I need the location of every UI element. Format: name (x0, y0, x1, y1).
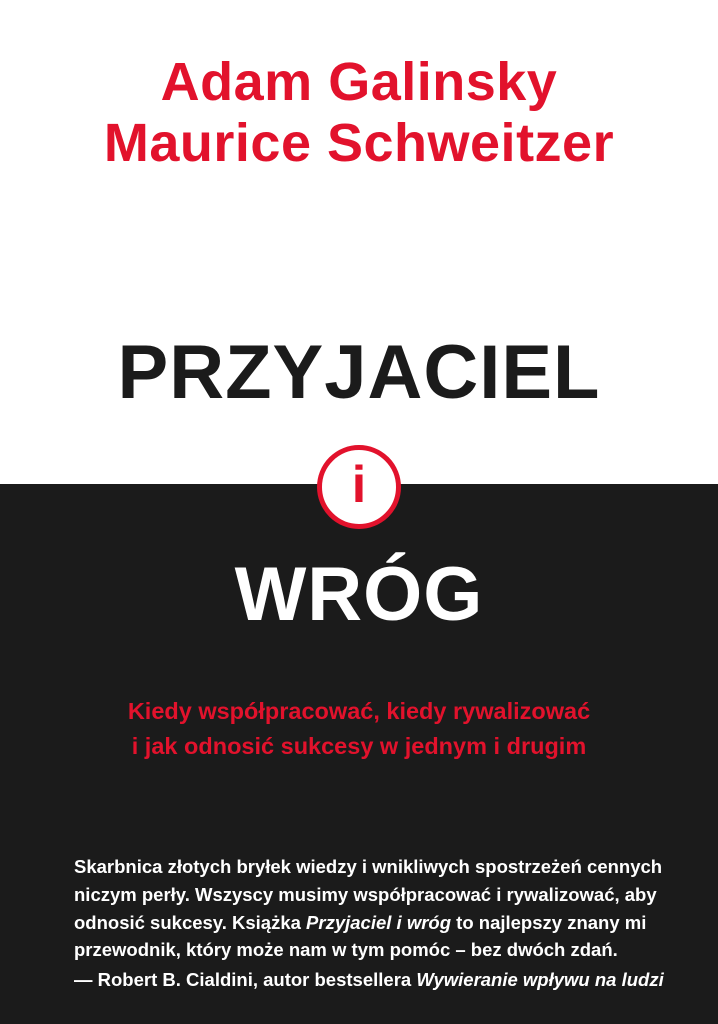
subtitle-line-1: Kiedy współpracować, kiedy rywalizować (127, 698, 591, 724)
subtitle-line-2: i jak odnosić sukcesy w jednym i drugim (131, 733, 587, 760)
blurb-attribution (74, 966, 664, 994)
blurb-attribution-title: Wywieranie wpływu na ludzi (416, 969, 664, 990)
emblem-letter: i (351, 456, 367, 514)
blurb-line-2: niczym perły. Wszyscy musimy współpracować i rywalizować, aby (74, 883, 657, 905)
book-title-bottom: WRÓG (234, 552, 484, 637)
book-title-top: PRZYJACIEL (117, 330, 601, 415)
blurb-line-4: przewodnik, który może nam w tym pomóc – bez dwóch zdań. (74, 939, 618, 961)
blurb-attribution-name: — Robert B. Cialdini, autor bestsellera (74, 969, 417, 990)
book-subtitle (50, 694, 668, 765)
blurb-line-1: Skarbnica złotych bryłek wiedzy i wnikliwych spostrzeżeń cennych (74, 856, 663, 877)
emblem-circle (317, 445, 401, 529)
blurb-title-mention: Przyjaciel i wróg (306, 911, 452, 933)
blurb-line-3 (74, 909, 646, 937)
blurb-line-3-suffix: to najlepszy znany mi (451, 911, 647, 933)
author-names (0, 52, 718, 174)
author-name-second: Maurice Schweitzer (103, 113, 615, 174)
blurb-line-3-prefix: odnosić sukcesy. Książka (74, 911, 307, 933)
author-name-first: Adam Galinsky (160, 52, 558, 112)
cover-blurb (74, 853, 664, 994)
